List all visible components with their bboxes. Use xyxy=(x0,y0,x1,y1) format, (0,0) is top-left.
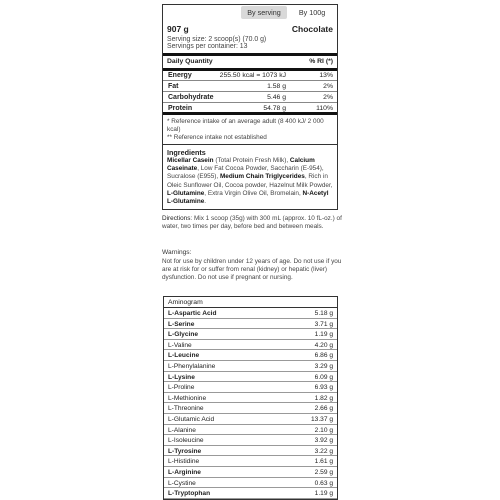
nutrient-value: 5.46 g xyxy=(267,94,286,101)
amino-acid-name: L-Valine xyxy=(168,341,192,349)
nutrient-name: Energy xyxy=(168,72,192,79)
amino-acid-value: 1.19 g xyxy=(314,490,333,498)
amino-acid-name: L-Phenylalanine xyxy=(168,363,216,370)
amino-acid-name: L-Lysine xyxy=(168,373,195,381)
ingredient-highlight: Micellar Casein xyxy=(167,157,214,164)
nutrient-pct: 110% xyxy=(316,105,333,112)
table-row xyxy=(164,340,337,351)
ingredient-text: , Rich in Oleic Sunflower Oil, Cocoa powder, Hazelnut Milk Powder, xyxy=(167,173,333,189)
table-row xyxy=(164,478,337,489)
directions-label: Directions xyxy=(162,215,191,222)
amino-acid-value: 2.59 g xyxy=(314,469,333,476)
ingredient-highlight: L-Glutamine xyxy=(167,189,205,197)
aminogram-table xyxy=(163,296,338,500)
amino-acid-name: L-Cystine xyxy=(168,479,196,487)
nutrient-value: 255.50 kcal = 1073 kJ xyxy=(219,72,286,79)
warnings-heading: Warnings: xyxy=(162,249,192,256)
nutrient-pct: 2% xyxy=(323,83,333,90)
amino-acid-name: L-Aspartic Acid xyxy=(168,310,217,317)
amino-acid-name: L-Arginine xyxy=(168,469,201,476)
table-row xyxy=(164,435,337,446)
nutrient-name: Fat xyxy=(168,83,179,90)
nutrition-label xyxy=(162,4,338,210)
amino-acid-value: 6.86 g xyxy=(314,352,333,360)
amino-acid-value: 5.18 g xyxy=(314,310,333,317)
table-header xyxy=(167,58,333,68)
nutrient-value: 54.78 g xyxy=(263,105,286,112)
directions-text: : Mix 1 scoop (35g) with 300 mL (approx. 10 fL-oz.) of water, two times per day, before bed and between meals. xyxy=(162,215,342,231)
nutrient-pct: 13% xyxy=(319,72,333,79)
table-row xyxy=(164,319,337,330)
ingredient-text: . xyxy=(204,198,207,206)
amino-acid-name: L-Tyrosine xyxy=(168,447,202,455)
amino-acid-value: 2.66 g xyxy=(314,405,333,413)
amino-acid-name: L-Glycine xyxy=(168,331,199,339)
amino-acid-value: 3.22 g xyxy=(314,447,333,455)
amino-acid-value: 1.19 g xyxy=(314,331,333,339)
ri-header: % RI (*) xyxy=(309,58,333,65)
product-row xyxy=(167,24,333,35)
amino-acid-name: L-Leucine xyxy=(168,352,200,360)
divider xyxy=(163,144,337,145)
flavor: Chocolate xyxy=(291,24,333,34)
amino-acid-name: L-Serine xyxy=(168,320,195,328)
ingredient-text: , Extra Virgin Olive Oil, Bromelain, xyxy=(204,189,303,197)
amino-acid-value: 3.29 g xyxy=(314,363,333,370)
table-row xyxy=(164,382,337,393)
amino-acid-name: L-Threonine xyxy=(168,405,204,413)
ingredient-highlight: Calcium Caseinate xyxy=(167,157,315,173)
amino-acid-value: 0.63 g xyxy=(314,479,333,487)
serving-size: Serving size: 2 scoop(s) (70.0 g) xyxy=(167,36,267,43)
table-row xyxy=(164,393,337,404)
nutrient-row xyxy=(163,70,337,81)
table-row xyxy=(164,425,337,436)
tab-by-serving[interactable]: By serving xyxy=(241,6,287,19)
tab-by-100g[interactable]: By 100g xyxy=(298,8,326,17)
servings-per-container: Servings per container: 13 xyxy=(167,43,248,50)
nutrient-value: 1.58 g xyxy=(267,83,286,90)
aminogram-header xyxy=(164,297,337,308)
table-row xyxy=(164,350,337,361)
net-weight: 907 g xyxy=(167,24,189,34)
table-row xyxy=(164,446,337,457)
amino-acid-value: 3.71 g xyxy=(314,320,333,328)
amino-acid-name: L-Histidine xyxy=(168,458,200,466)
table-row xyxy=(164,308,337,319)
amino-acid-value: 6.93 g xyxy=(314,384,333,392)
amino-acid-name: L-Proline xyxy=(168,384,195,392)
amino-acid-value: 1.61 g xyxy=(314,458,333,466)
table-row xyxy=(164,414,337,425)
daily-quantity-header: Daily Quantity xyxy=(167,58,213,65)
reference-intake-note: * Reference intake of an average adult (8 400 kJ/ 2 000 kcal) xyxy=(167,118,324,133)
nutrient-name: Protein xyxy=(168,105,193,112)
nutrient-pct: 2% xyxy=(323,94,333,101)
amino-acid-name: L-Alanine xyxy=(168,426,196,434)
amino-acid-value: 1.82 g xyxy=(314,394,333,402)
ingredient-text: (Total Protein Fresh Milk), xyxy=(213,157,290,164)
amino-acid-value: 2.10 g xyxy=(314,426,333,434)
amino-acid-name: L-Glutamic Acid xyxy=(168,416,215,423)
amino-acid-value: 13.37 g xyxy=(311,416,333,423)
table-row xyxy=(164,456,337,467)
not-established-note: ** Reference intake not established xyxy=(167,134,267,141)
amino-acid-value: 6.09 g xyxy=(314,373,333,381)
ingredients-heading: Ingredients xyxy=(167,148,206,157)
warnings-text: Not for use by children under 12 years of age. Do not use if you are at risk for or suffer from renal (kidney) or hepatic (liver) dysfunction. Do not use if pregnant or nursing. xyxy=(162,258,342,282)
aminogram-heading: Aminogram xyxy=(168,299,203,306)
amino-acid-name: L-Tryptophan xyxy=(168,490,211,498)
directions xyxy=(162,215,346,231)
nutrient-row xyxy=(163,92,337,103)
nutrient-name: Carbohydrate xyxy=(168,94,214,101)
ingredient-highlight: N-Acetyl L-Glutamine xyxy=(167,189,329,206)
amino-acid-value: 3.92 g xyxy=(314,437,333,445)
table-row xyxy=(164,361,337,372)
ingredients-text xyxy=(167,157,335,206)
serving-toggle xyxy=(163,5,337,22)
nutrient-row xyxy=(163,81,337,92)
ingredient-highlight: Medium Chain Triglycerides xyxy=(219,173,305,181)
ingredient-text: , Low Fat Cocoa Powder, Saccharin (E-954), Sucralose (E955), xyxy=(167,165,324,181)
table-row xyxy=(164,372,337,383)
amino-acid-name: L-Isoleucine xyxy=(168,437,204,445)
table-row xyxy=(164,403,337,414)
table-row xyxy=(164,467,337,478)
divider xyxy=(163,53,337,56)
table-row xyxy=(164,488,337,499)
table-row xyxy=(164,329,337,340)
nutrient-row xyxy=(163,103,337,115)
amino-acid-name: L-Methionine xyxy=(168,394,207,402)
amino-acid-value: 4.20 g xyxy=(314,341,333,349)
